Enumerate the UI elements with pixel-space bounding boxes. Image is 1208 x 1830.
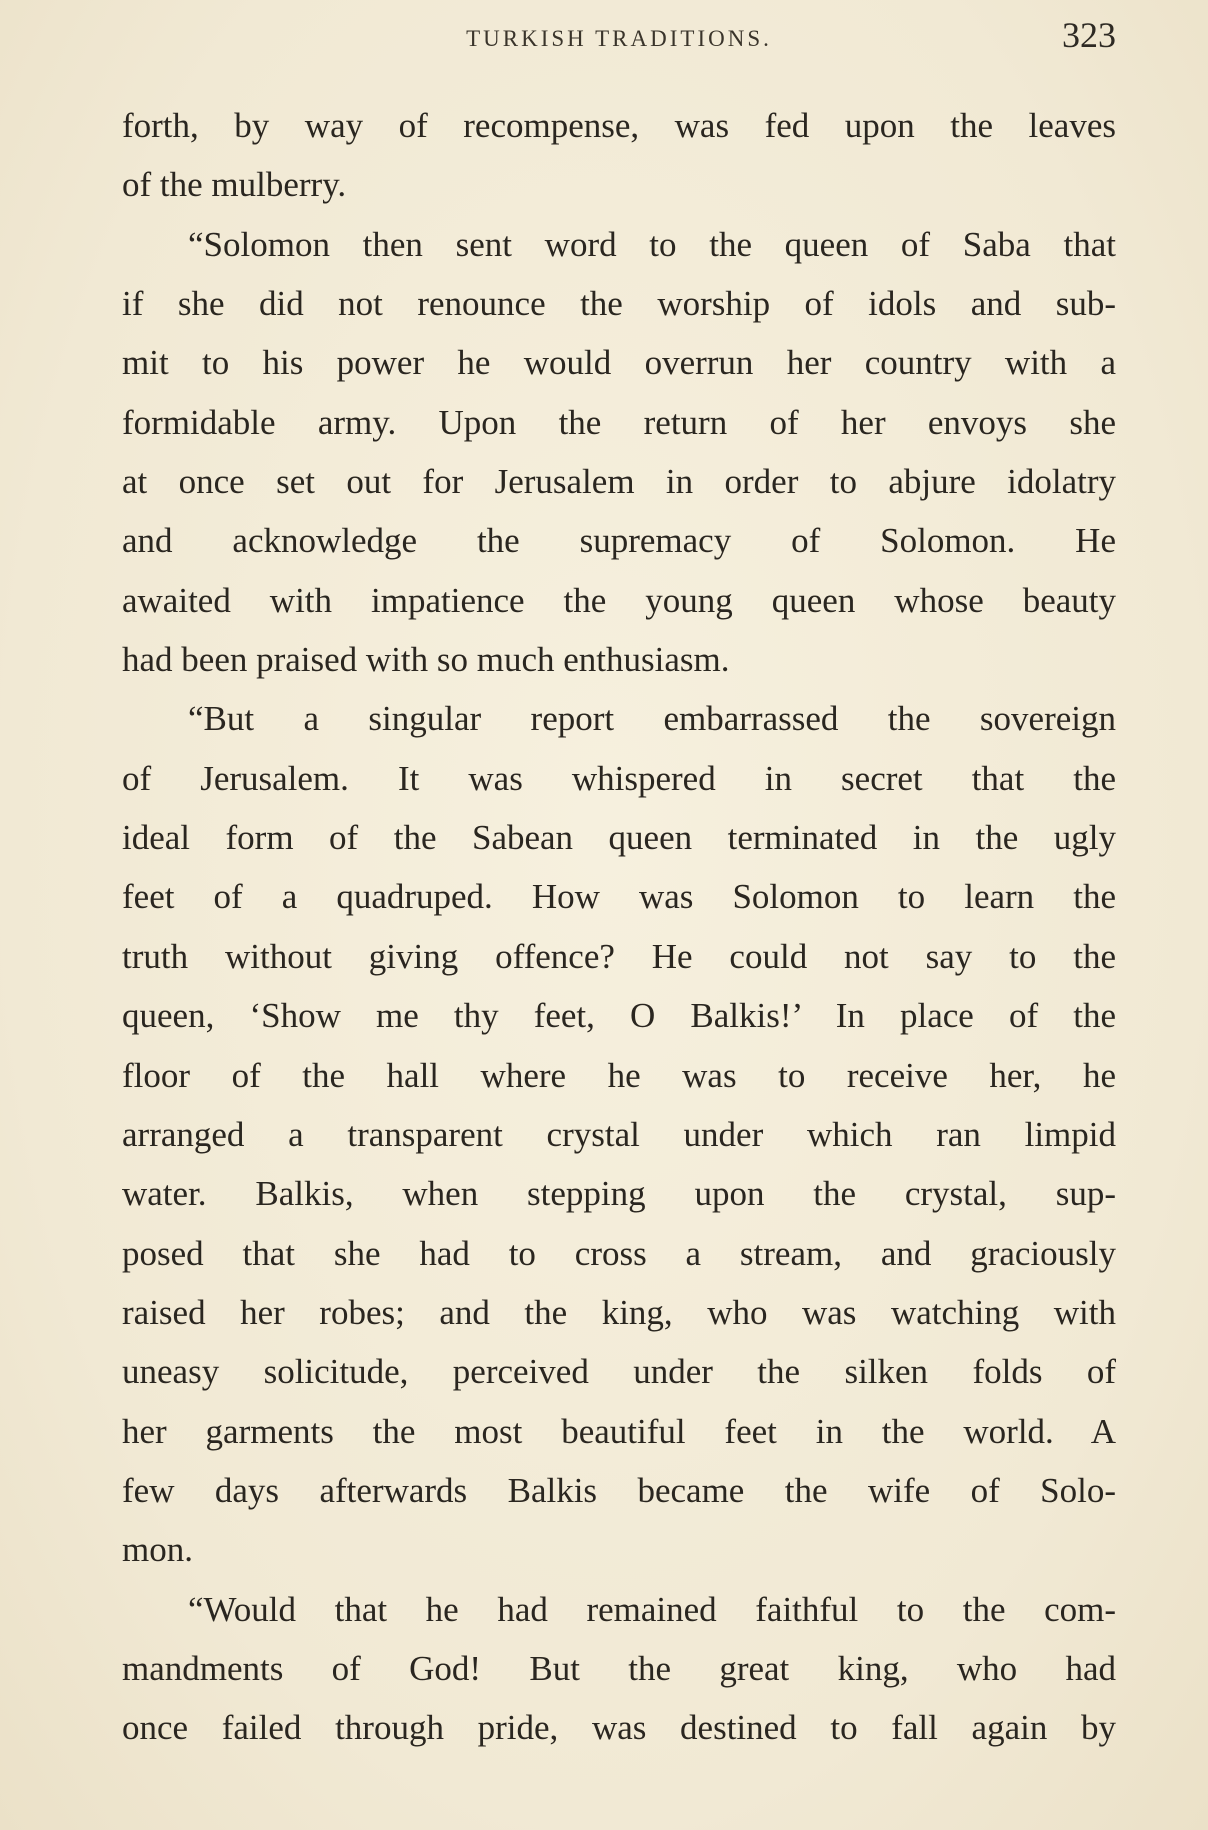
text-line: mit to his power he would overrun her country with a [122,343,1116,383]
running-title: TURKISH TRADITIONS. [466,26,772,51]
text-line: once failed through pride, was destined to fall again by [122,1708,1116,1748]
text-line: “Solomon then sent word to the queen of Saba that [188,224,1116,264]
body-text [122,96,1116,1758]
text-line: raised her robes; and the king, who was watching with [122,1292,1116,1332]
text-line: awaited with impatience the young queen whose beauty [122,580,1116,620]
text-line: at once set out for Jerusalem in order to abjure idolatry [122,462,1116,502]
text-line: ideal form of the Sabean queen terminated in the ugly [122,818,1116,858]
text-line: arranged a transparent crystal under which ran limpid [122,1114,1116,1154]
text-line: “But a singular report embarrassed the sovereign [188,699,1116,739]
text-line: formidable army. Upon the return of her envoys she [122,402,1116,442]
text-line: truth without giving offence? He could not say to the [122,936,1116,976]
text-line: posed that she had to cross a stream, and graciously [122,1233,1116,1273]
text-line: “Would that he had remained faithful to the com- [188,1589,1116,1629]
text-line: forth, by way of recompense, was fed upon the leaves [122,106,1116,145]
text-line: water. Balkis, when stepping upon the crystal, sup- [122,1174,1116,1214]
text-line: feet of a quadruped. How was Solomon to learn the [122,877,1116,917]
text-line: mon. [122,1530,193,1570]
text-line: floor of the hall where he was to receive her, he [122,1055,1116,1095]
text-line: and acknowledge the supremacy of Solomon. He [122,521,1116,561]
text-line: few days afterwards Balkis became the wife of Solo- [122,1470,1116,1510]
text-line: her garments the most beautiful feet in the world. A [122,1411,1116,1451]
text-line: of the mulberry. [122,165,347,205]
text-line: uneasy solicitude, perceived under the silken folds of [122,1352,1116,1392]
text-line: mandments of God! But the great king, who had [122,1648,1116,1688]
page-number: 323 [1062,15,1116,55]
text-line: queen, ‘Show me thy feet, O Balkis!’ In place of the [122,996,1116,1036]
running-head [122,14,1116,74]
text-line: if she did not renounce the worship of idols and sub- [122,284,1116,324]
text-line: had been praised with so much enthusiasm. [122,640,730,680]
text-line: of Jerusalem. It was whispered in secret that the [122,758,1116,798]
